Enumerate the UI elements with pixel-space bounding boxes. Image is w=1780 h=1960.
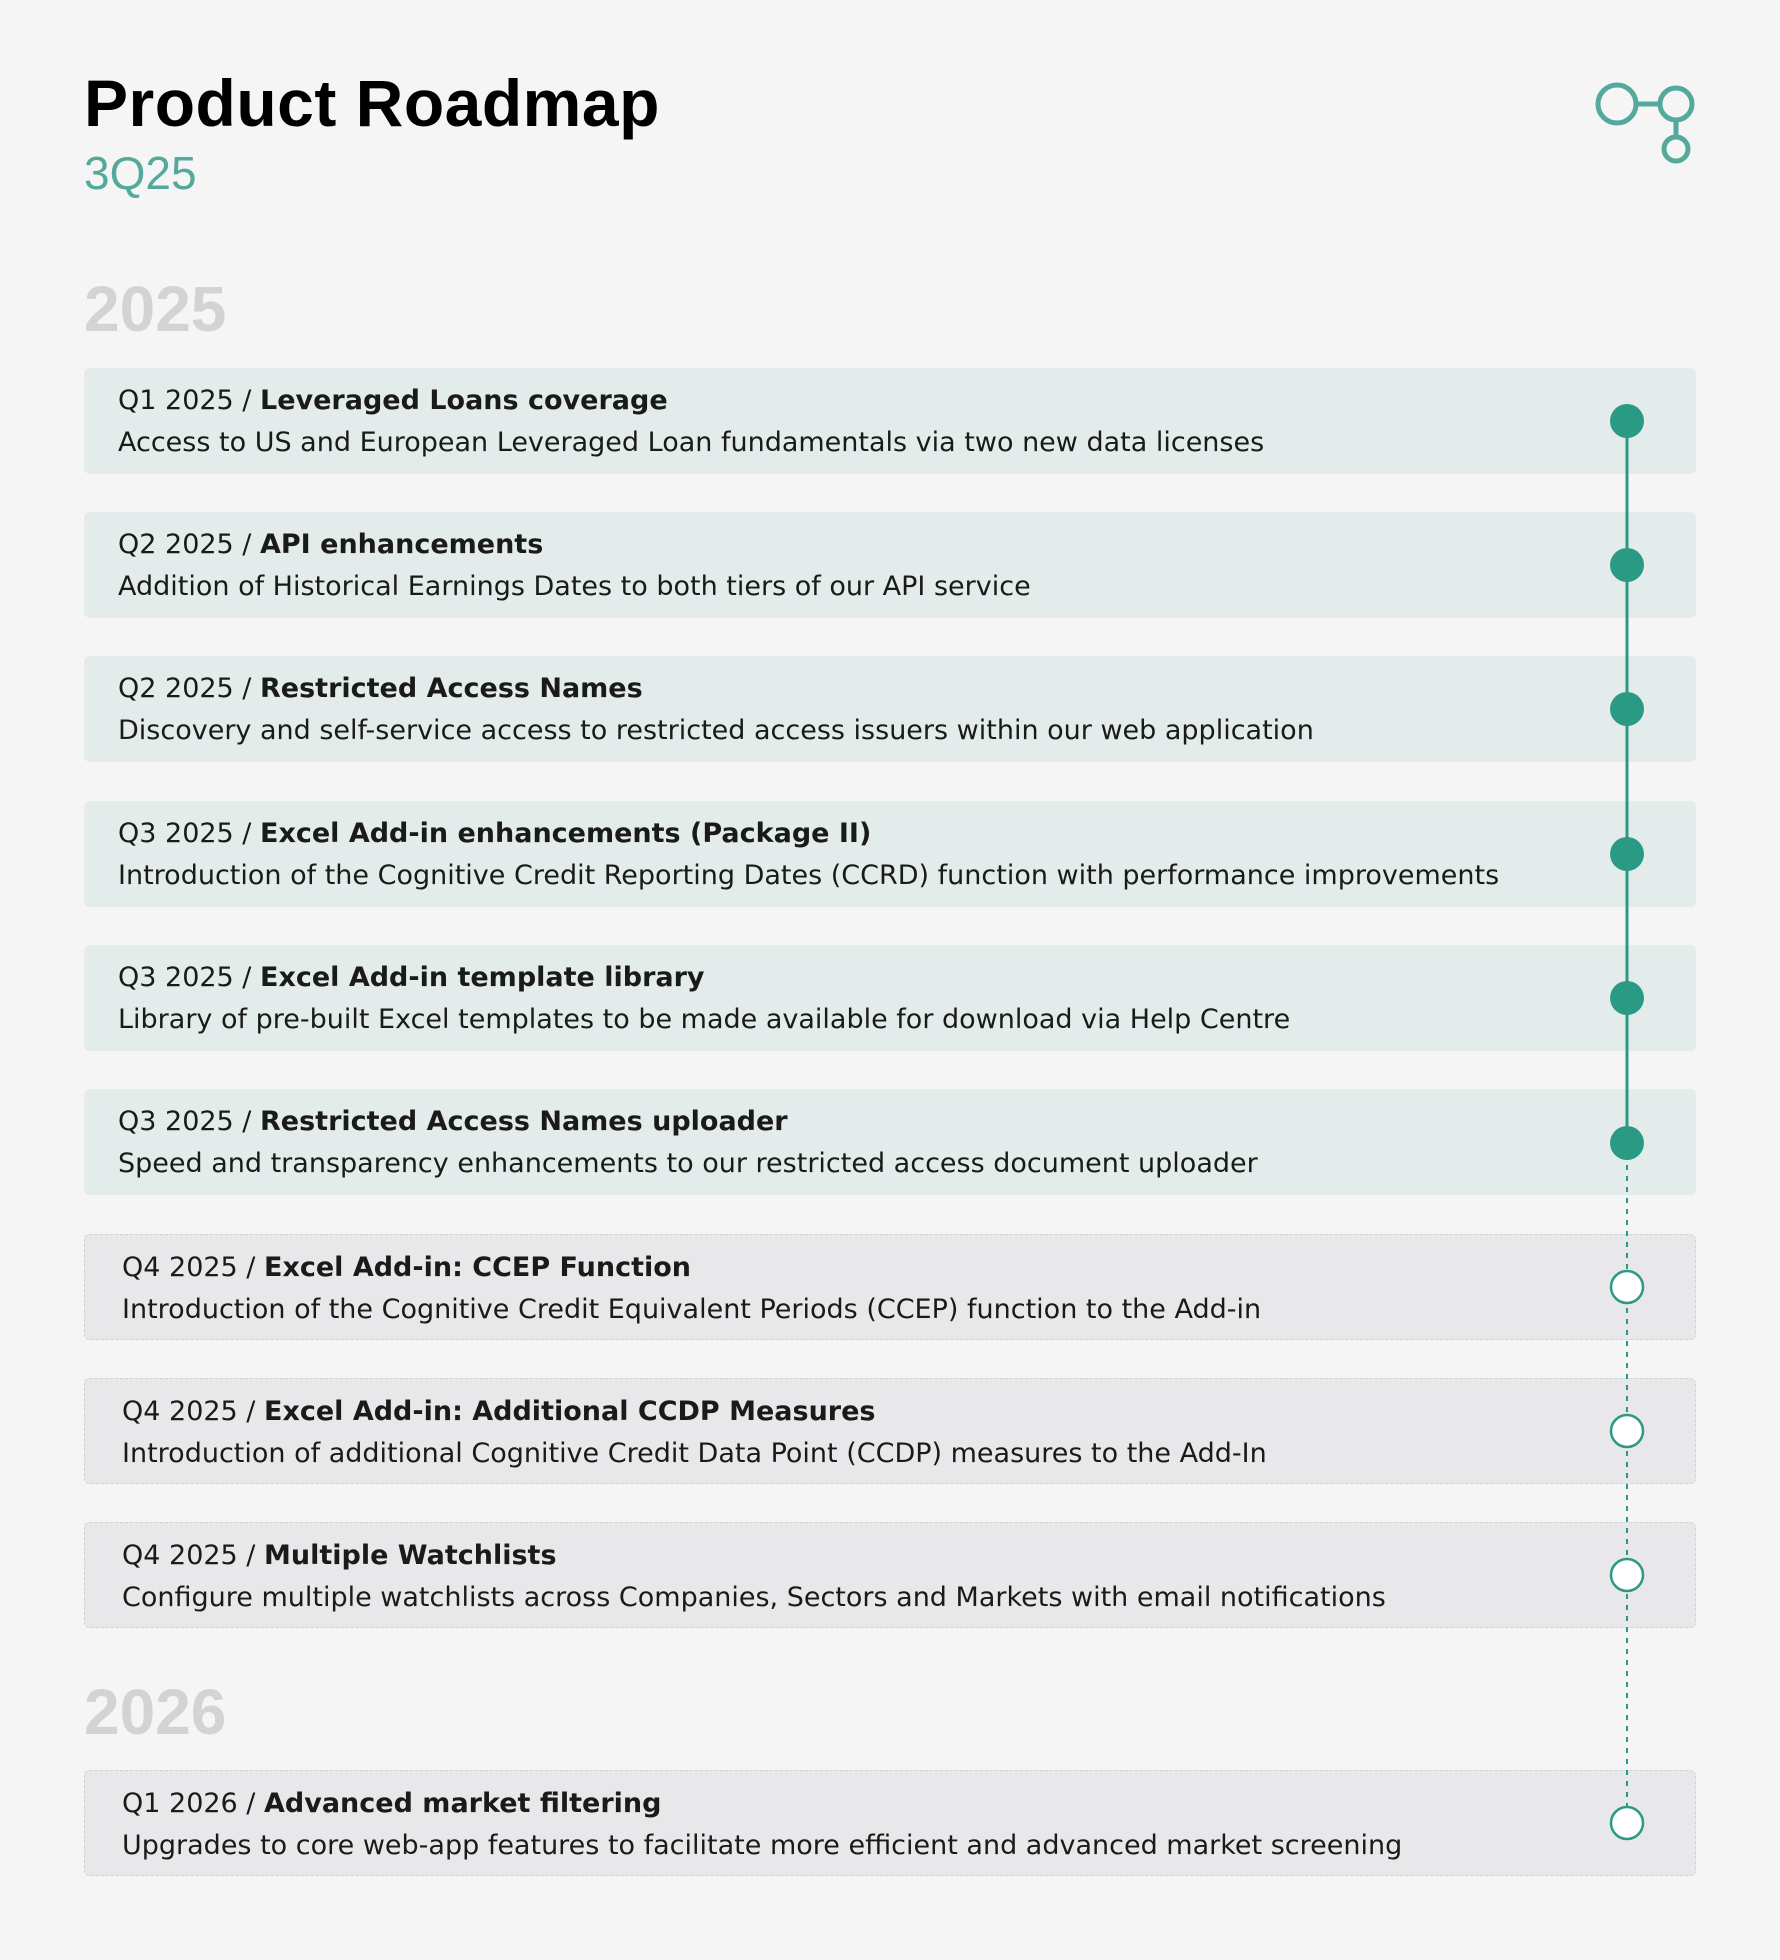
roadmap-item	[84, 1378, 1696, 1484]
item-quarter: Q2 2025 /	[118, 529, 260, 560]
item-title: Leveraged Loans coverage	[260, 385, 668, 416]
item-quarter: Q4 2025 /	[122, 1540, 264, 1571]
year-heading-2025: 2025	[84, 273, 227, 345]
item-quarter: Q3 2025 /	[118, 818, 260, 849]
roadmap-item	[84, 368, 1696, 474]
linked-circles-logo-icon	[1594, 80, 1696, 166]
item-description: Introduction of the Cognitive Credit Reporting Dates (CCRD) function with performance improvements	[118, 860, 1500, 891]
item-description: Upgrades to core web-app features to facilitate more efficient and advanced market screening	[122, 1830, 1403, 1861]
item-quarter: Q3 2025 /	[118, 962, 260, 993]
roadmap-item	[84, 801, 1696, 907]
roadmap-item	[84, 945, 1696, 1051]
roadmap-item	[84, 512, 1696, 618]
item-title: Advanced market filtering	[264, 1788, 662, 1819]
roadmap-item	[84, 1089, 1696, 1195]
item-description: Addition of Historical Earnings Dates to both tiers of our API service	[118, 571, 1031, 602]
roadmap-item	[84, 656, 1696, 762]
item-description: Configure multiple watchlists across Companies, Sectors and Markets with email notifications	[122, 1582, 1386, 1613]
roadmap-item	[84, 1770, 1696, 1876]
item-quarter: Q1 2026 /	[122, 1788, 264, 1819]
item-title: Excel Add-in enhancements (Package II)	[260, 818, 872, 849]
item-title: Excel Add-in: Additional CCDP Measures	[264, 1396, 876, 1427]
item-quarter: Q3 2025 /	[118, 1106, 260, 1137]
item-title: API enhancements	[260, 529, 544, 560]
item-title: Excel Add-in: CCEP Function	[264, 1252, 692, 1283]
item-description: Discovery and self-service access to restricted access issuers within our web application	[118, 715, 1314, 746]
year-heading-2026: 2026	[84, 1676, 227, 1748]
item-description: Introduction of the Cognitive Credit Equivalent Periods (CCEP) function to the Add-in	[122, 1294, 1262, 1325]
item-title: Restricted Access Names uploader	[260, 1106, 788, 1137]
roadmap-item	[84, 1522, 1696, 1628]
page-subtitle: 3Q25	[84, 147, 197, 199]
item-description: Access to US and European Leveraged Loan fundamentals via two new data licenses	[118, 427, 1265, 458]
page-title: Product Roadmap	[84, 66, 660, 140]
item-description: Library of pre-built Excel templates to be made available for download via Help Centre	[118, 1004, 1291, 1035]
item-title: Multiple Watchlists	[264, 1540, 557, 1571]
item-quarter: Q2 2025 /	[118, 673, 260, 704]
roadmap-item	[84, 1234, 1696, 1340]
item-description: Speed and transparency enhancements to our restricted access document uploader	[118, 1148, 1258, 1179]
item-quarter: Q4 2025 /	[122, 1396, 264, 1427]
item-title: Excel Add-in template library	[260, 962, 705, 993]
item-quarter: Q4 2025 /	[122, 1252, 264, 1283]
item-description: Introduction of additional Cognitive Credit Data Point (CCDP) measures to the Add-In	[122, 1438, 1267, 1469]
item-quarter: Q1 2025 /	[118, 385, 260, 416]
item-title: Restricted Access Names	[260, 673, 643, 704]
